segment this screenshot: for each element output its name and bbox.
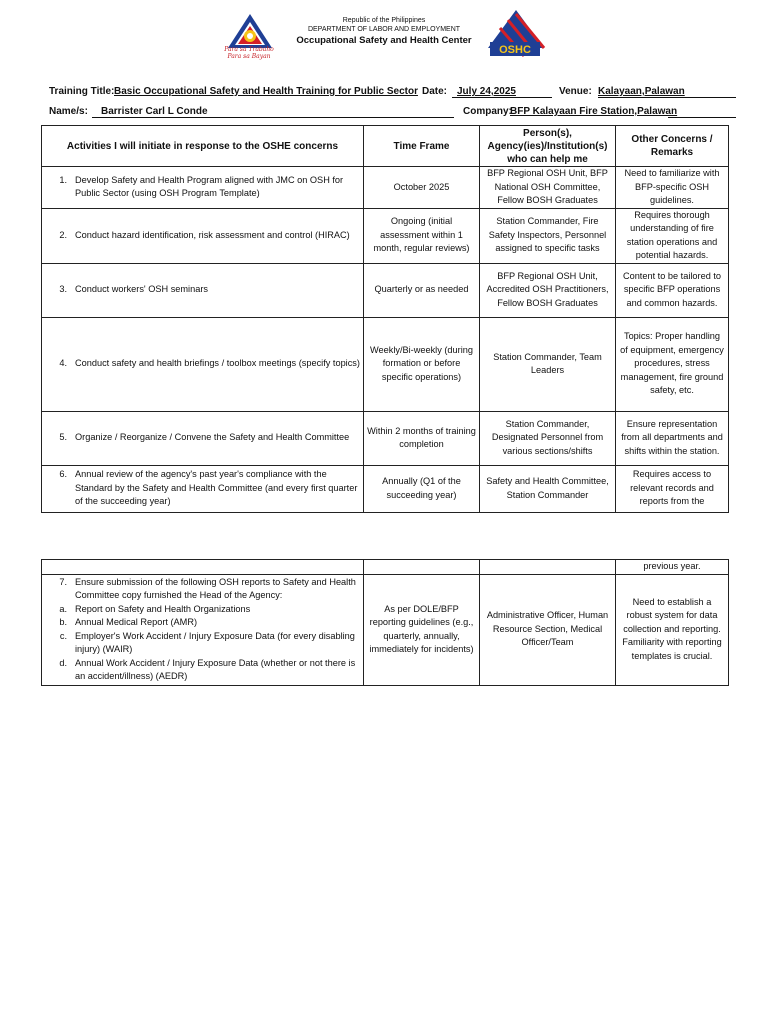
venue-label: Venue: bbox=[559, 86, 592, 97]
table-row bbox=[42, 560, 729, 575]
names-value: Barrister Carl L Conde bbox=[101, 106, 208, 117]
svg-text:OSHC: OSHC bbox=[499, 44, 531, 56]
remarks-cell: previous year. bbox=[616, 560, 729, 575]
row-number: 3. bbox=[59, 284, 67, 295]
time-frame-cell: Weekly/Bi-weekly (during formation or before specific operations) bbox=[364, 317, 480, 411]
time-frame-cell bbox=[364, 560, 480, 575]
persons-cell: Station Commander, Fire Safety Inspectors, Personnel assigned to specific tasks bbox=[480, 208, 616, 263]
remarks-cell: Content to be tailored to specific BFP operations and common hazards. bbox=[616, 263, 729, 317]
letterhead bbox=[0, 8, 768, 70]
list-item: b. Annual Medical Report (AMR) bbox=[59, 617, 198, 627]
activity-cell: Conduct workers' OSH seminars bbox=[75, 284, 208, 295]
table-row bbox=[42, 465, 729, 512]
activity-cell: Annual review of the agency's past year's compliance with the Standard by the Safety and Health Committee (and every first quarter of the succeeding year) bbox=[75, 469, 358, 507]
activity-cell: Develop Safety and Health Program aligned with JMC on OSH for Public Sector (using OSH Program Template) bbox=[75, 174, 344, 199]
company-value: BFP Kalayaan Fire Station,Palawan bbox=[510, 106, 678, 117]
dole-tagline: Para sa Trabaho Para sa Bayan bbox=[224, 46, 274, 60]
venue-value: Kalayaan,Palawan bbox=[598, 86, 685, 97]
persons-cell bbox=[480, 560, 616, 575]
row-number: 6. bbox=[59, 469, 67, 480]
time-frame-cell: Quarterly or as needed bbox=[364, 263, 480, 317]
report-list bbox=[45, 603, 360, 684]
company-underline bbox=[668, 117, 736, 118]
time-frame-cell: Annually (Q1 of the succeeding year) bbox=[364, 465, 480, 512]
oshc-logo-icon bbox=[486, 8, 552, 62]
row-number: 4. bbox=[59, 358, 67, 369]
department-line: DEPARTMENT OF LABOR AND EMPLOYMENT bbox=[307, 26, 461, 33]
action-plan-table-continued bbox=[41, 559, 729, 686]
table-row bbox=[42, 317, 729, 411]
persons-cell: BFP Regional OSH Unit, Accredited OSH Practitioners, Fellow BOSH Graduates bbox=[480, 263, 616, 317]
table-row bbox=[42, 208, 729, 263]
table-row bbox=[42, 574, 729, 685]
list-item: d. Annual Work Accident / Injury Exposure Data (whether or not there is an accident/illness) (AEDR) bbox=[59, 657, 356, 681]
table-row bbox=[42, 167, 729, 209]
header-remarks: Other Concerns / Remarks bbox=[616, 126, 729, 167]
venue-underline bbox=[598, 97, 736, 98]
activity-cell: Ensure submission of the following OSH reports to Safety and Health Committee copy furnished the Head of the Agency: bbox=[75, 576, 356, 600]
agency-block bbox=[284, 16, 484, 47]
persons-cell: BFP Regional OSH Unit, BFP National OSH Committee, Fellow BOSH Graduates bbox=[480, 167, 616, 209]
remarks-cell: Ensure representation from all departments and shifts within the station. bbox=[616, 411, 729, 465]
republic-line: Republic of the Philippines bbox=[342, 17, 426, 24]
persons-cell: Administrative Officer, Human Resource Section, Medical Officer/Team bbox=[480, 574, 616, 685]
action-plan-table bbox=[41, 125, 729, 513]
row-number: 1. bbox=[59, 174, 67, 185]
persons-cell: Station Commander, Designated Personnel from various sections/shifts bbox=[480, 411, 616, 465]
table-row bbox=[42, 263, 729, 317]
remarks-cell: Requires thorough understanding of fire station operations and potential hazards. bbox=[616, 208, 729, 263]
activity-cell: Conduct safety and health briefings / toolbox meetings (specify topics) bbox=[75, 358, 360, 369]
activity-cell: Organize / Reorganize / Convene the Safety and Health Committee bbox=[75, 432, 350, 443]
remarks-cell: Topics: Proper handling of equipment, emergency procedures, stress management, fire ground safety, etc. bbox=[616, 317, 729, 411]
header-activities: Activities I will initiate in response to the OSHE concerns bbox=[42, 126, 364, 167]
time-frame-cell: October 2025 bbox=[364, 167, 480, 209]
company-label: Company: bbox=[463, 106, 512, 117]
header-persons: Person(s), Agency(ies)/Institution(s) who can help me bbox=[480, 126, 616, 167]
activity-cell bbox=[42, 560, 364, 575]
date-label: Date: bbox=[422, 86, 448, 97]
date-underline bbox=[452, 97, 552, 98]
persons-cell: Safety and Health Committee, Station Commander bbox=[480, 465, 616, 512]
time-frame-cell: Within 2 months of training completion bbox=[364, 411, 480, 465]
time-frame-cell: As per DOLE/BFP reporting guidelines (e.g., quarterly, annually, immediately for incidents) bbox=[364, 574, 480, 685]
table-row bbox=[42, 411, 729, 465]
center-name: Occupational Safety and Health Center bbox=[296, 35, 472, 46]
dole-logo-icon bbox=[218, 12, 282, 70]
training-title-value: Basic Occupational Safety and Health Training for Public Sector bbox=[114, 86, 418, 97]
remarks-cell: Need to familiarize with BFP-specific OSH guidelines. bbox=[616, 167, 729, 209]
names-underline bbox=[92, 117, 454, 118]
remarks-cell: Requires access to relevant records and reports from the bbox=[616, 465, 729, 512]
date-value: July 24,2025 bbox=[457, 86, 516, 97]
header-time-frame: Time Frame bbox=[364, 126, 480, 167]
names-label: Name/s: bbox=[49, 106, 88, 117]
training-title-label: Training Title: bbox=[49, 86, 115, 97]
persons-cell: Station Commander, Team Leaders bbox=[480, 317, 616, 411]
row-number: 7. bbox=[59, 576, 67, 587]
remarks-cell: Need to establish a robust system for data collection and reporting. Familiarity with reporting templates is crucial. bbox=[616, 574, 729, 685]
row-number: 5. bbox=[59, 432, 67, 443]
activity-cell: Conduct hazard identification, risk assessment and control (HIRAC) bbox=[75, 229, 350, 240]
table-header-row bbox=[42, 126, 729, 167]
row-number: 2. bbox=[59, 229, 67, 240]
list-item: c. Employer's Work Accident / Injury Exposure Data (for every disabling injury) (WAIR) bbox=[59, 630, 355, 654]
list-item: a. Report on Safety and Health Organizations bbox=[59, 603, 251, 614]
time-frame-cell: Ongoing (initial assessment within 1 month, regular reviews) bbox=[364, 208, 480, 263]
